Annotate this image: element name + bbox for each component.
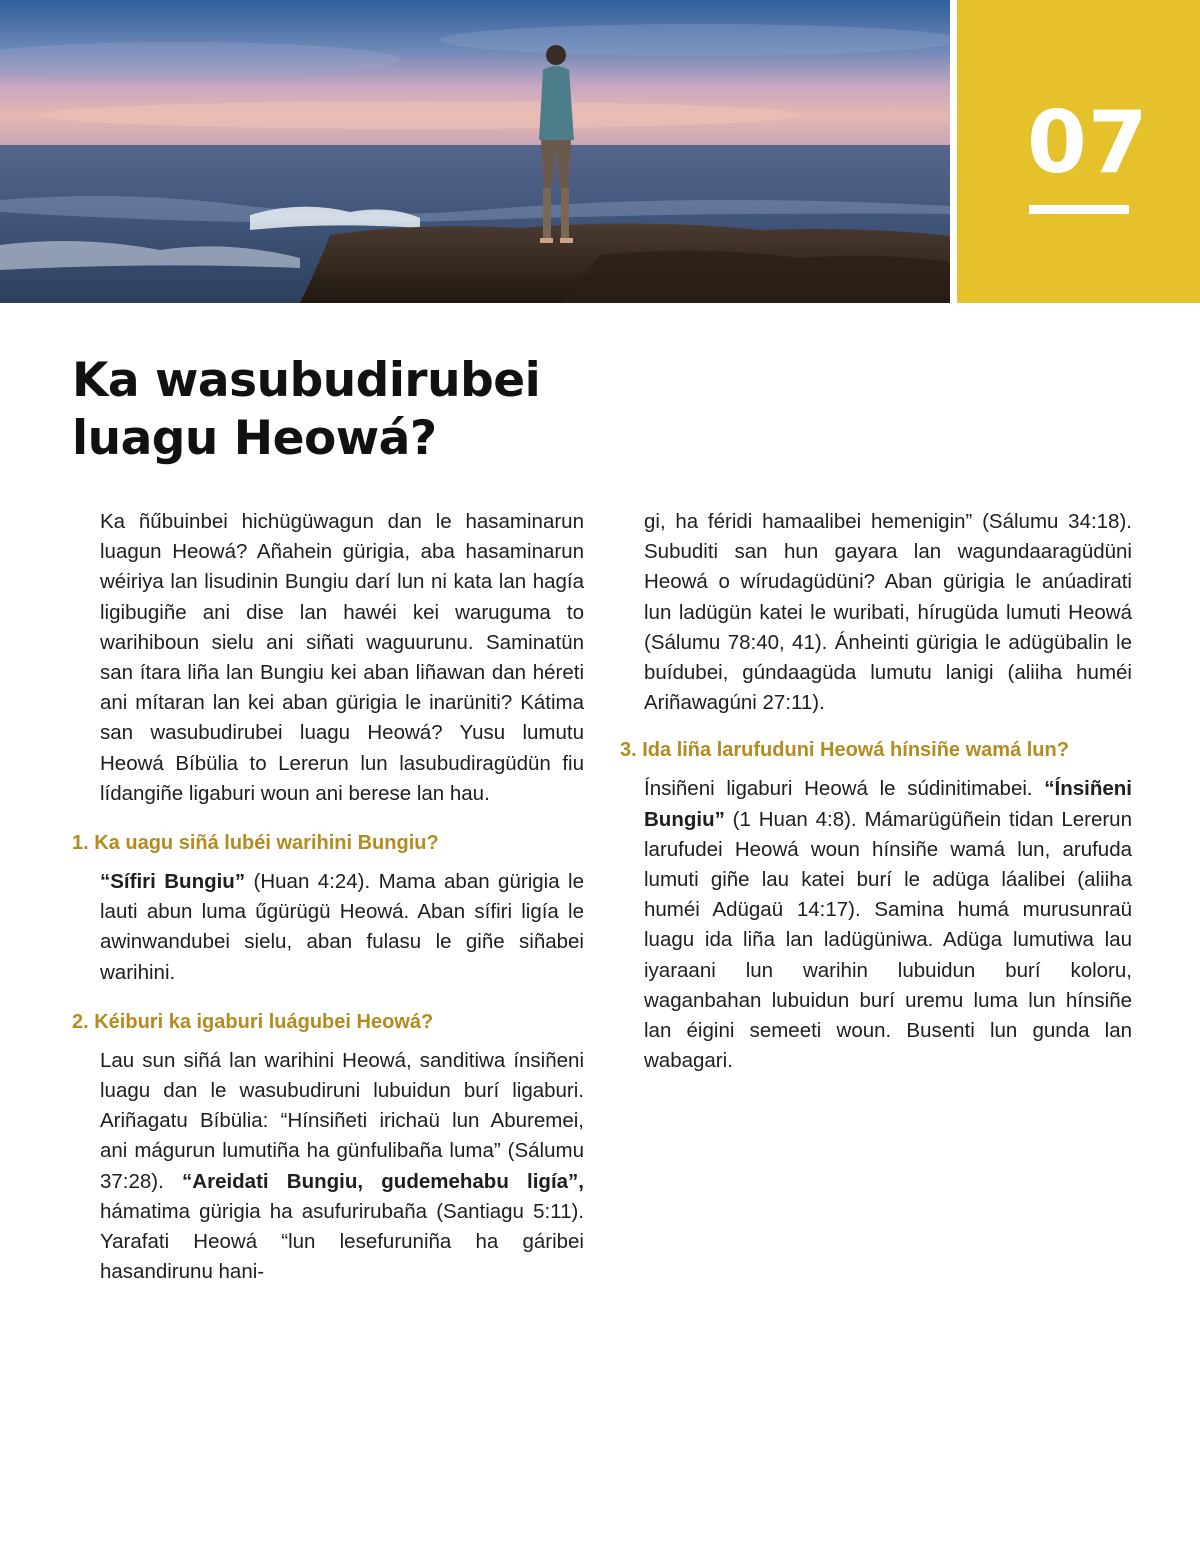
answer-1-text: (Huan 4:24). Mama aban gürigia le lauti abun luma űgürügü Heowá. Aban sífiri ligía le awinwandubei sielu, aban fulasu le giñe siñabei warihini.	[100, 870, 584, 984]
chapter-badge	[957, 0, 1200, 303]
answer-3-text-a: Ínsiñeni ligaburi Heowá le súdinitimabei.	[644, 777, 1045, 801]
chapter-underline	[1029, 205, 1129, 214]
title-line-2: luagu Heowá?	[72, 411, 437, 466]
answer-3-quote: “Ínsiñeni Bungiu”	[644, 777, 1132, 831]
answer-3-text-b: (1 Huan 4:8). Mámarügüñein tidan Lererun larufudei Heowá woun hínsiñe wamá lun, arufuda lumuti giñe lau katei burí le adüga láalibei (aliiha huméi Adügaü 14:17). Samina humá murusunraü luagu ida liña lan ladügüniwa. Adüga lumutiwa lau iyaraani lun warihin lubuidun burí koloru, waganbahan lubuidun burí uremu luma lun hínsiñe lan éigini semeeti woun. Busenti lun gunda lan wabagari.	[644, 807, 1132, 1073]
page-title	[72, 352, 632, 468]
answer-3-paragraph	[620, 774, 1132, 1076]
answer-1-quote: “Sífiri Bungiu”	[100, 870, 246, 894]
left-column	[72, 507, 584, 1287]
answer-2-text-b-part1: hámatima gürigia ha asufurirubaña (Santiagu 5:11). Yarafati Heowá “lun lesefuruniña ha gáribei hasandirunu hani-	[100, 1199, 584, 1284]
right-column	[620, 507, 1132, 1076]
title-line-1: Ka wasubudirubei	[72, 353, 541, 408]
question-1-heading: 1. Ka uagu siñá lubéi warihini Bungiu?	[72, 832, 439, 855]
hero-photo	[0, 0, 950, 303]
answer-2-text-b-part2: gi, ha féridi hamaalibei hemenigin” (Sálumu 34:18). Subuditi san hun gayara lan wagundaaragüdüni Heowá o wírudagüdüni? Aban gürigia le anúadirati lun ladügün katei le wuribati, hírugüda lumuti Heowá (Sálumu 78:40, 41). Ánheinti gürigia le adügübalin le buídubei, gúndaagüda lumutu lanigi (aliiha huméi Ariñawagúni 27:11).	[644, 510, 1132, 715]
question-3-heading: 3. Ida liña larufuduni Heowá hínsiñe wamá lun?	[620, 739, 1069, 762]
question-2-heading: 2. Kéiburi ka igaburi luágubei Heowá?	[72, 1010, 434, 1033]
answer-1-paragraph	[72, 867, 584, 988]
answer-2-paragraph	[72, 1046, 584, 1288]
answer-2-text-a: Lau sun siñá lan warihini Heowá, sanditiwa ínsiñeni luagu dan le wasubudiruni lubuidun burí ligaburi. Ariñagatu Bíbülia: “Hínsiñeti irichaü lun Aburemei, ani mágurun lumutiña ha günfulibaña luma” (Sálumu 37:28).	[100, 1048, 584, 1193]
answer-2-quote: “Areidati Bungiu, gudemehabu ligía”,	[182, 1169, 584, 1193]
intro-paragraph: Ka ñűbuinbei hichügüwagun dan le hasaminarun luagun Heowá? Añahein gürigia, aba hasaminarun wéiriya lan lisudinin Bungiu darí lun ni kata lan hagía ligibugiñe ani dise lan hawéi kei waruguma to warihiboun sielu ani siñati waguurunu. Saminatün san ítara liña lan Bungiu kei aban liñawan dan héreti ani mítaran lan kei aban gürigia le inarüniti? Kátima san wasubudirubei luagu Heowá? Yusu lumutu Heowá Bíbülia to Lererun lun lasubudiragüdün fiu lídangiñe ligaburi woun ani berese lan hau.	[100, 510, 584, 805]
chapter-number: 07	[1027, 93, 1149, 193]
answer-2-continued	[620, 507, 1132, 718]
man-by-sea-illustration	[0, 0, 950, 303]
